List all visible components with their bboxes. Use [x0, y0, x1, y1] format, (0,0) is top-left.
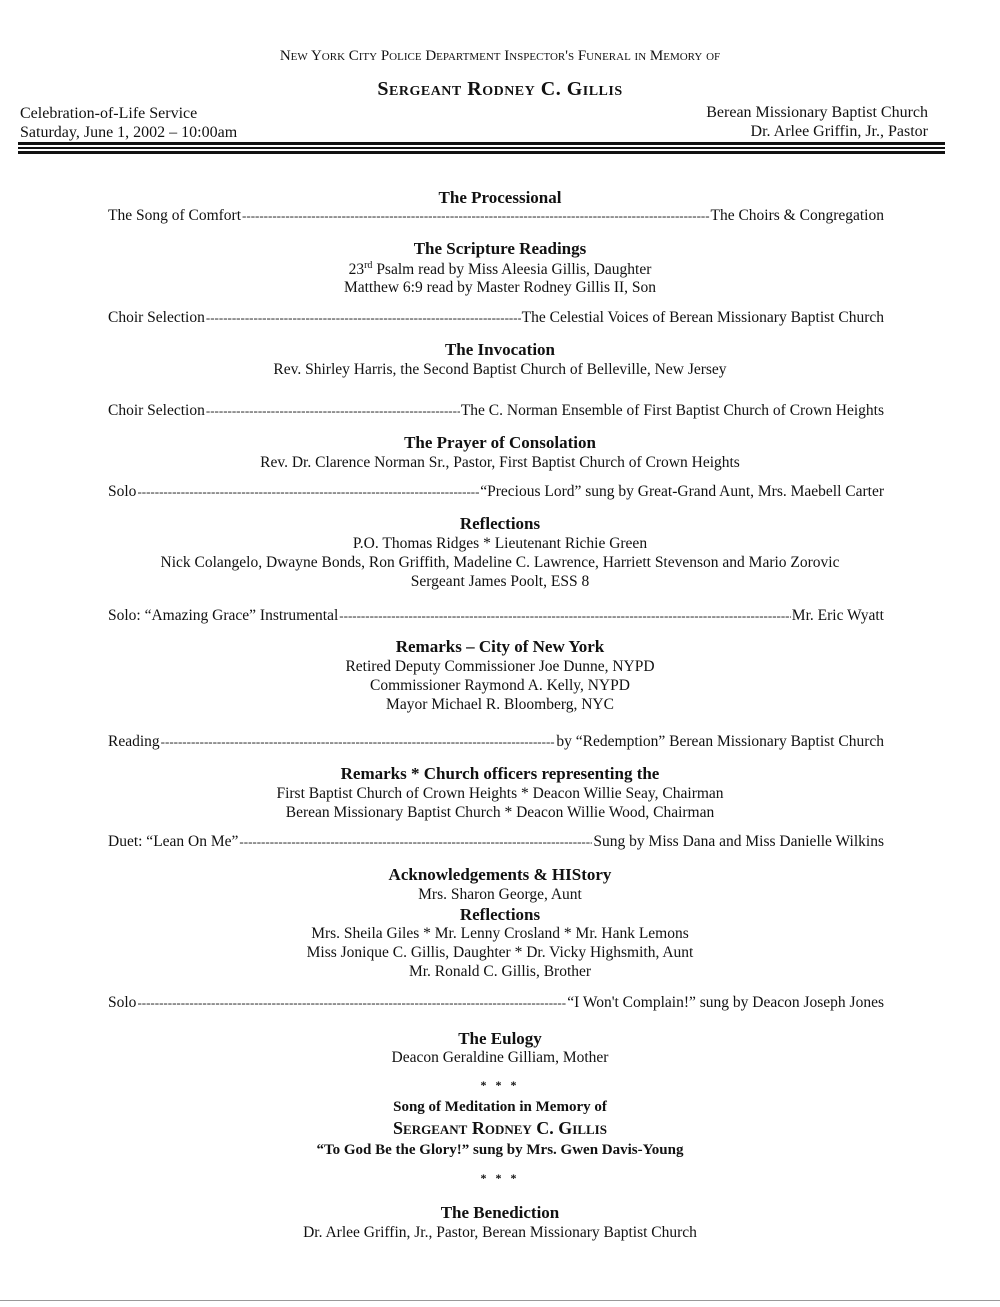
- psalm-number: 23: [348, 261, 365, 279]
- reflections-1-line-3: Sergeant James Poolt, ESS 8: [410, 573, 590, 590]
- invocation-title: The Invocation: [444, 340, 556, 359]
- remarks-city-line-1: Retired Deputy Commissioner Joe Dunne, NYPD: [345, 658, 655, 675]
- row-performer: The Choirs & Congregation: [710, 207, 884, 224]
- separator-stars-1: * * *: [480, 1078, 520, 1092]
- leader-dashes: [161, 734, 556, 750]
- meditation-song: “To God Be the Glory!” sung by Mrs. Gwen Davis-Young: [316, 1142, 684, 1158]
- prayer-title: The Prayer of Consolation: [404, 433, 596, 452]
- service-type: Celebration-of-Life Service: [20, 105, 198, 122]
- row-label: Solo: [108, 994, 137, 1011]
- scripture-line-1: [0, 260, 1000, 279]
- leader-dashes: [206, 310, 521, 326]
- eulogy-line: Deacon Geraldine Gilliam, Mother: [391, 1049, 609, 1066]
- reflections-title-1: Reflections: [459, 514, 541, 533]
- row-performer: The C. Norman Ensemble of First Baptist Church of Crown Heights: [460, 402, 884, 419]
- remarks-city-line-3: Mayor Michael R. Bloomberg, NYC: [386, 696, 614, 713]
- separator-stars-2: * * *: [480, 1171, 520, 1185]
- service-date: Saturday, June 1, 2002 – 10:00am: [20, 124, 238, 141]
- row-label: Solo: [108, 483, 137, 500]
- acknowledgements-line: Mrs. Sharon George, Aunt: [418, 886, 582, 903]
- song-of-comfort-row: [108, 207, 884, 225]
- benediction-title: The Benediction: [440, 1203, 560, 1222]
- remarks-church-line-1: First Baptist Church of Crown Heights * Deacon Willie Seay, Chairman: [276, 785, 724, 802]
- invocation-line: Rev. Shirley Harris, the Second Baptist Church of Belleville, New Jersey: [273, 361, 727, 378]
- solo-row-1: [108, 483, 884, 501]
- scripture-title: The Scripture Readings: [413, 239, 587, 258]
- benediction-line: Dr. Arlee Griffin, Jr., Pastor, Berean Missionary Baptist Church: [303, 1224, 697, 1241]
- remarks-church-line-2: Berean Missionary Baptist Church * Deacon Willie Wood, Chairman: [285, 804, 715, 821]
- leader-dashes: [137, 995, 566, 1011]
- scripture-line-2: Matthew 6:9 read by Master Rodney Gillis II, Son: [343, 279, 657, 296]
- reflections-2-line-2: Miss Jonique C. Gillis, Daughter * Dr. Vicky Highsmith, Aunt: [306, 944, 694, 961]
- leader-dashes: [206, 403, 460, 419]
- reflections-1-line-1: P.O. Thomas Ridges * Lieutenant Richie Green: [352, 535, 648, 552]
- pastor-name: Dr. Arlee Griffin, Jr., Pastor: [750, 123, 928, 140]
- acknowledgements-title: Acknowledgements & HIStory: [388, 865, 612, 884]
- eulogy-title: The Eulogy: [458, 1029, 542, 1048]
- leader-dashes: [339, 608, 791, 624]
- remarks-city-line-2: Commissioner Raymond A. Kelly, NYPD: [370, 677, 630, 694]
- solo-row-3: [108, 994, 884, 1012]
- reflections-title-2: Reflections: [459, 905, 541, 924]
- duet-row: [108, 833, 884, 851]
- row-label: Choir Selection: [108, 309, 205, 326]
- row-performer: Mr. Eric Wyatt: [791, 607, 884, 624]
- row-label: Choir Selection: [108, 402, 205, 419]
- reflections-1-line-2: Nick Colangelo, Dwayne Bonds, Ron Griffith, Madeline C. Lawrence, Harriett Stevenson and Mario Zorovic: [160, 554, 840, 571]
- meditation-title: Song of Meditation in Memory of: [393, 1099, 607, 1115]
- header-divider: [18, 142, 945, 156]
- leader-dashes: [239, 834, 592, 850]
- reflections-2-line-3: Mr. Ronald C. Gillis, Brother: [408, 963, 592, 980]
- header-title-line: New York City Police Department Inspector's Funeral in Memory of: [279, 48, 721, 64]
- psalm-reader: Psalm read by Miss Aleesia Gillis, Daughter: [372, 261, 652, 279]
- row-label: Reading: [108, 733, 160, 750]
- row-performer: Sung by Miss Dana and Miss Danielle Wilkins: [593, 833, 884, 850]
- choir-selection-row-2: [108, 402, 884, 420]
- page-bottom-edge: [0, 1300, 1000, 1301]
- row-label: Solo: “Amazing Grace” Instrumental: [108, 607, 339, 624]
- prayer-line: Rev. Dr. Clarence Norman Sr., Pastor, First Baptist Church of Crown Heights: [260, 454, 740, 471]
- choir-selection-row-1: [108, 309, 884, 327]
- leader-dashes: [137, 484, 479, 500]
- honoree-name: Sergeant Rodney C. Gillis: [377, 78, 623, 100]
- meditation-honoree-name: Sergeant Rodney C. Gillis: [393, 1118, 607, 1138]
- row-label: The Song of Comfort: [108, 207, 242, 224]
- row-label: Duet: “Lean On Me”: [108, 833, 239, 850]
- remarks-city-title: Remarks – City of New York: [395, 637, 605, 656]
- reflections-2-line-1: Mrs. Sheila Giles * Mr. Lenny Crosland * Mr. Hank Lemons: [311, 925, 689, 942]
- row-performer: “Precious Lord” sung by Great-Grand Aunt, Mrs. Maebell Carter: [480, 483, 884, 500]
- row-performer: by “Redemption” Berean Missionary Baptist Church: [556, 733, 884, 750]
- ordinal-suffix: rd: [364, 260, 373, 271]
- processional-title: The Processional: [438, 188, 562, 207]
- church-name: Berean Missionary Baptist Church: [706, 104, 928, 121]
- row-performer: The Celestial Voices of Berean Missionary Baptist Church: [521, 309, 884, 326]
- leader-dashes: [242, 208, 709, 224]
- reading-row: [108, 733, 884, 751]
- row-performer: “I Won't Complain!” sung by Deacon Joseph Jones: [567, 994, 884, 1011]
- solo-row-2: [108, 607, 884, 625]
- remarks-church-title: Remarks * Church officers representing the: [340, 764, 660, 783]
